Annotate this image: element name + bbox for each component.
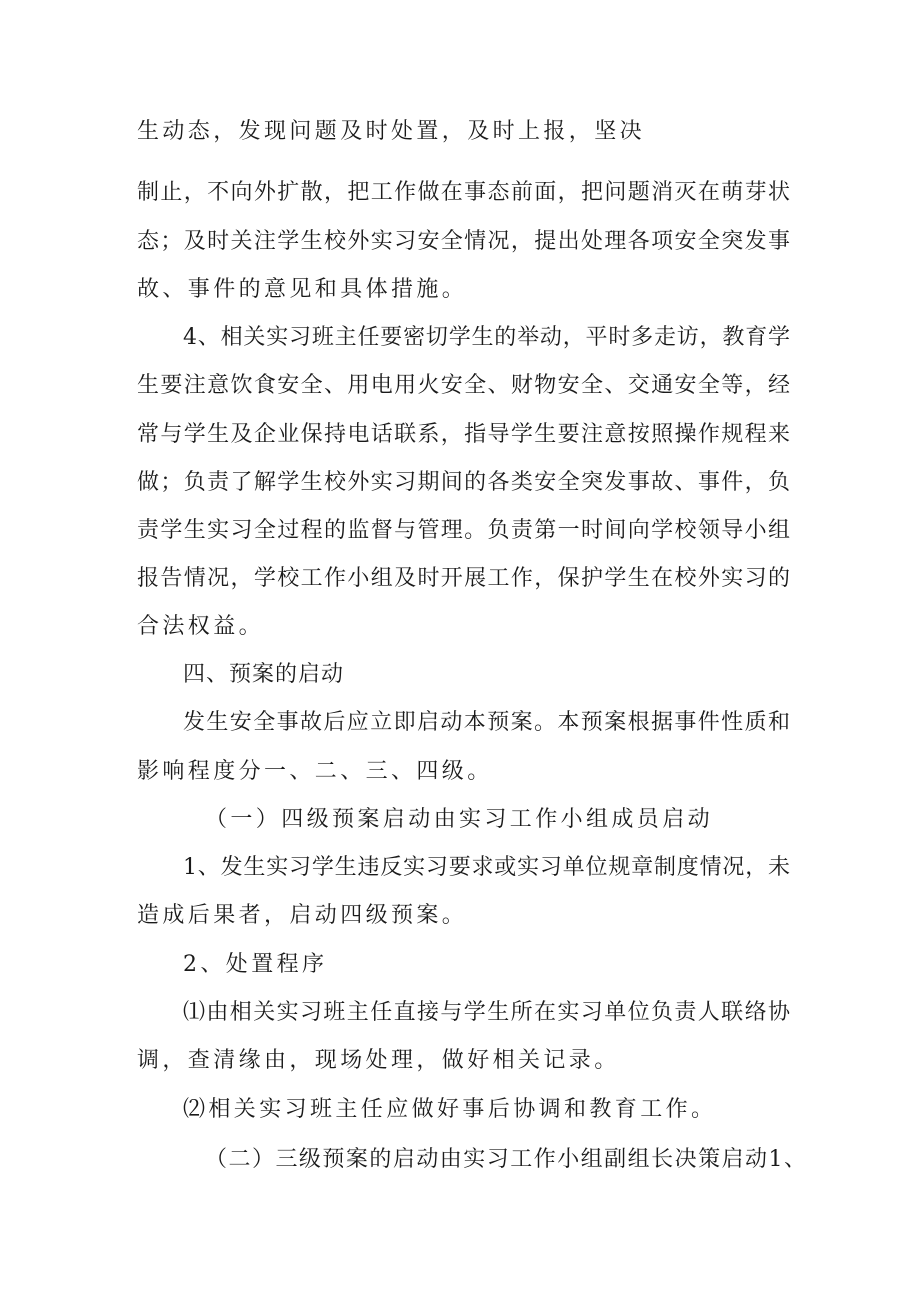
text-line: 态；及时关注学生校外实习安全情况，提出处理各项安全突发事: [137, 229, 790, 254]
text-line: 1、发生实习学生违反实习要求或实习单位规章制度情况，未: [183, 855, 790, 880]
text-line: 责学生实习全过程的监督与管理。负责第一时间向学校领导小组: [137, 518, 790, 543]
text-line: 影响程度分一、二、三、四级。: [137, 759, 493, 784]
text-line: 造成后果者，启动四级预案。: [137, 903, 468, 928]
text-line: 生动态，发现问题及时处置，及时上报，坚决: [137, 119, 646, 144]
subsection-heading: （二）三级预案的启动由实习工作小组副组长决策启动1、: [205, 1147, 806, 1172]
text-line: 做；负责了解学生校外实习期间的各类安全突发事故、事件，负: [137, 470, 790, 495]
text-line: 报告情况，学校工作小组及时开展工作，保护学生在校外实习的: [137, 566, 790, 591]
subsection-heading: （一）四级预案启动由实习工作小组成员启动: [205, 807, 714, 832]
text-line: 合法权益。: [137, 614, 265, 639]
text-line: 常与学生及企业保持电话联系，指导学生要注意按照操作规程来: [137, 422, 790, 447]
text-line: ⑵相关实习班主任应做好事后协调和教育工作。: [183, 1097, 717, 1122]
text-line: 4、相关实习班主任要密切学生的举动，平时多走访，教育学: [183, 325, 790, 350]
section-heading: 四、预案的启动: [183, 662, 345, 687]
text-line: 调，查清缘由，现场处理，做好相关记录。: [137, 1048, 620, 1073]
text-line: 2、处置程序: [183, 952, 328, 977]
text-line: 制止，不向外扩散，把工作做在事态前面，把问题消灭在萌芽状: [137, 180, 790, 205]
text-line: 生要注意饮食安全、用电用火安全、财物安全、交通安全等，经: [137, 373, 790, 398]
text-line: 发生安全事故后应立即启动本预案。本预案根据事件性质和: [183, 710, 790, 735]
text-line: 故、事件的意见和具体措施。: [137, 277, 468, 302]
text-line: ⑴由相关实习班主任直接与学生所在实习单位负责人联络协: [183, 1000, 790, 1025]
